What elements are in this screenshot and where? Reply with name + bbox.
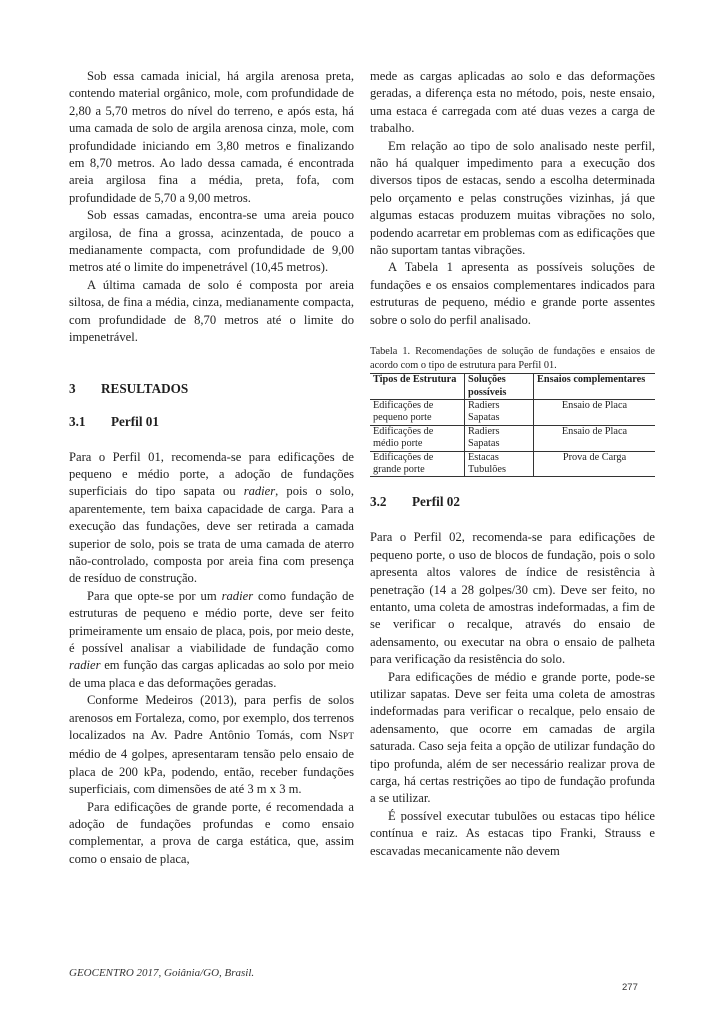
paragraph: Para que opte-se por um radier como fundação de estruturas de pequeno e médio porte, deve ser feito primeiramente um ensaio de placa, pois, por meio deste, é possível analisar a viabilidade de fundação como radier em função das cargas aplicadas ao solo por meio de uma placa e das deformações geradas. (69, 588, 354, 690)
italic-term: radier (69, 658, 101, 673)
paragraph: É possível executar tubulões ou estacas tipo hélice contínua e raiz. As estacas tipo Franki, Strauss e escavadas mecanicamente não devem (370, 808, 655, 858)
paragraph: mede as cargas aplicadas ao solo e das deformações geradas, a diferença esta no método, pois, neste ensaio, uma estaca é carregada com até duas vezes a carga de trabalho. (370, 69, 655, 136)
table-cell: Ensaio de Placa (534, 399, 656, 425)
section-title: RESULTADOS (101, 380, 189, 396)
table-cell: Edificações de pequeno porte (370, 399, 465, 425)
table-cell: Edificações de grande porte (370, 451, 465, 477)
subsection-number: 3.2 (370, 494, 387, 510)
paragraph: Conforme Medeiros (2013), para perfis de solos arenosos em Fortaleza, como, por exemplo, dos terrenos localizados na Av. Padre Antônio Tomás, com NSPT médio de 4 golpes, apresentaram tensão pelo ensaio de placa de 200 kPa, podendo, então, receber fundações superficiais, com dimensões de até 3 m x 3 m. (69, 693, 354, 797)
paragraph: Em relação ao tipo de solo analisado neste perfil, não há qualquer impedimento para a execução dos diversos tipos de estacas, sendo a escolha determinada pelo orçamento e pelas construções vizinhas, já que algumas estacas produzem muitas vibrações no solo, podendo acarretar em problemas com as edificações que não suportam tantas vibrações. (370, 138, 655, 258)
table-row (370, 425, 655, 451)
paragraph: Sob essas camadas, encontra-se uma areia pouco argilosa, de fina a grossa, acinzentada, de pouco a medianamente compacta, com profundidade de 9,00 metros até o limite do impenetrável (10,45 metros). (69, 208, 354, 275)
table-cell: Estacas Tubulões (465, 451, 534, 477)
subsection-title: Perfil 01 (111, 413, 159, 429)
section-number: 3 (69, 380, 76, 396)
paragraph: Para edificações de grande porte, é recomendada a adoção de fundações profundas e como ensaio complementar, a prova de carga estática, que, assim como o ensaio de placa, (69, 799, 354, 866)
footer-conference: GEOCENTRO 2017, Goiânia/GO, Brasil. (69, 967, 255, 979)
table-header-cell: Soluções possíveis (465, 374, 534, 400)
table-cell: Edificações de médio porte (370, 425, 465, 451)
section-heading-results (69, 380, 354, 398)
table-cell: Radiers Sapatas (465, 399, 534, 425)
recommendations-table (370, 373, 655, 477)
page-number: 277 (622, 982, 638, 993)
table-cell: Radiers Sapatas (465, 425, 534, 451)
table-row (370, 399, 655, 425)
subsection-heading-perfil-01 (69, 413, 354, 431)
left-column (69, 68, 354, 868)
paragraph: Para o Perfil 01, recomenda-se para edificações de pequeno e médio porte, a adoção de fundações superficiais do tipo sapata ou radier, pois o solo, aparentemente, tem baixa capacidade de carga. Para a execução das fundações, deve ser retirada a camada superior de solo, pois se trata de uma camada de aterro não-controlado, composta por areia fina com presença de resíduo de construção. (69, 449, 354, 586)
paragraph: A última camada de solo é composta por areia siltosa, de fina a média, cinza, medianamente compacta, com profundidade de 8,70 metros até o limite do impenetrável. (69, 277, 354, 345)
table-cell: Prova de Carga (534, 451, 656, 477)
paragraph: A Tabela 1 apresenta as possíveis soluções de fundações e os ensaios complementares indicados para estruturas de pequeno, médio e grande porte assentes sobre o solo do perfil analisado. (370, 260, 655, 327)
paragraph: Para edificações de médio e grande porte, pode-se utilizar sapatas. Deve ser feita uma coleta de amostras indeformadas para verificar o recalque, pelo ensaio de adensamento, que ocorre em camadas de argila saturada. Caso seja feita a opção de utilizar fundação do tipo profunda, além de ser necessário realizar prova de carga, há certas restrições ao tipo de fundação profunda a se utilizar. (370, 669, 655, 806)
paragraph: Sob essa camada inicial, há argila arenosa preta, contendo material orgânico, mole, com profundidade de 2,80 a 5,70 metros do nível do terreno, e após esta, há uma camada de solo de argila arenosa cinza, mole, com profundidade iniciando em 3,80 metros e finalizando em 8,70 metros. Ao lado dessa camada, é encontrada areia argilosa fina a média, preta, fofa, com profundidade de 5,70 a 9,00 metros. (69, 69, 354, 205)
table-header-cell: Ensaios complementares (534, 374, 656, 400)
table-row (370, 451, 655, 477)
italic-term: radier (243, 484, 276, 499)
subsection-title: Perfil 02 (412, 494, 460, 510)
table-caption: Tabela 1. Recomendações de solução de fundações e ensaios de acordo com o tipo de estrutura para Perfil 01. (370, 346, 655, 371)
table-header-cell: Tipos de Estrutura (370, 374, 465, 400)
table-header-row (370, 374, 655, 400)
subsection-heading-perfil-02 (370, 493, 655, 511)
italic-term: radier (221, 588, 254, 603)
subsection-number: 3.1 (69, 413, 86, 429)
paragraph: Para o Perfil 02, recomenda-se para edificações de pequeno porte, o uso de blocos de fundação, pois o solo apresenta altos valores de índice de resistência à penetração (14 a 28 golpes/30 cm). Deve ser feito, no entanto, uma coleta de amostras indeformadas, a fim de se verificar o recalque, através do ensaio de adensamento, ou executar na obra o ensaio de palheta para verificação da resistência do solo. (370, 530, 655, 667)
subscript-spt: SPT (337, 732, 354, 742)
right-column (370, 68, 655, 860)
table-cell: Ensaio de Placa (534, 425, 656, 451)
